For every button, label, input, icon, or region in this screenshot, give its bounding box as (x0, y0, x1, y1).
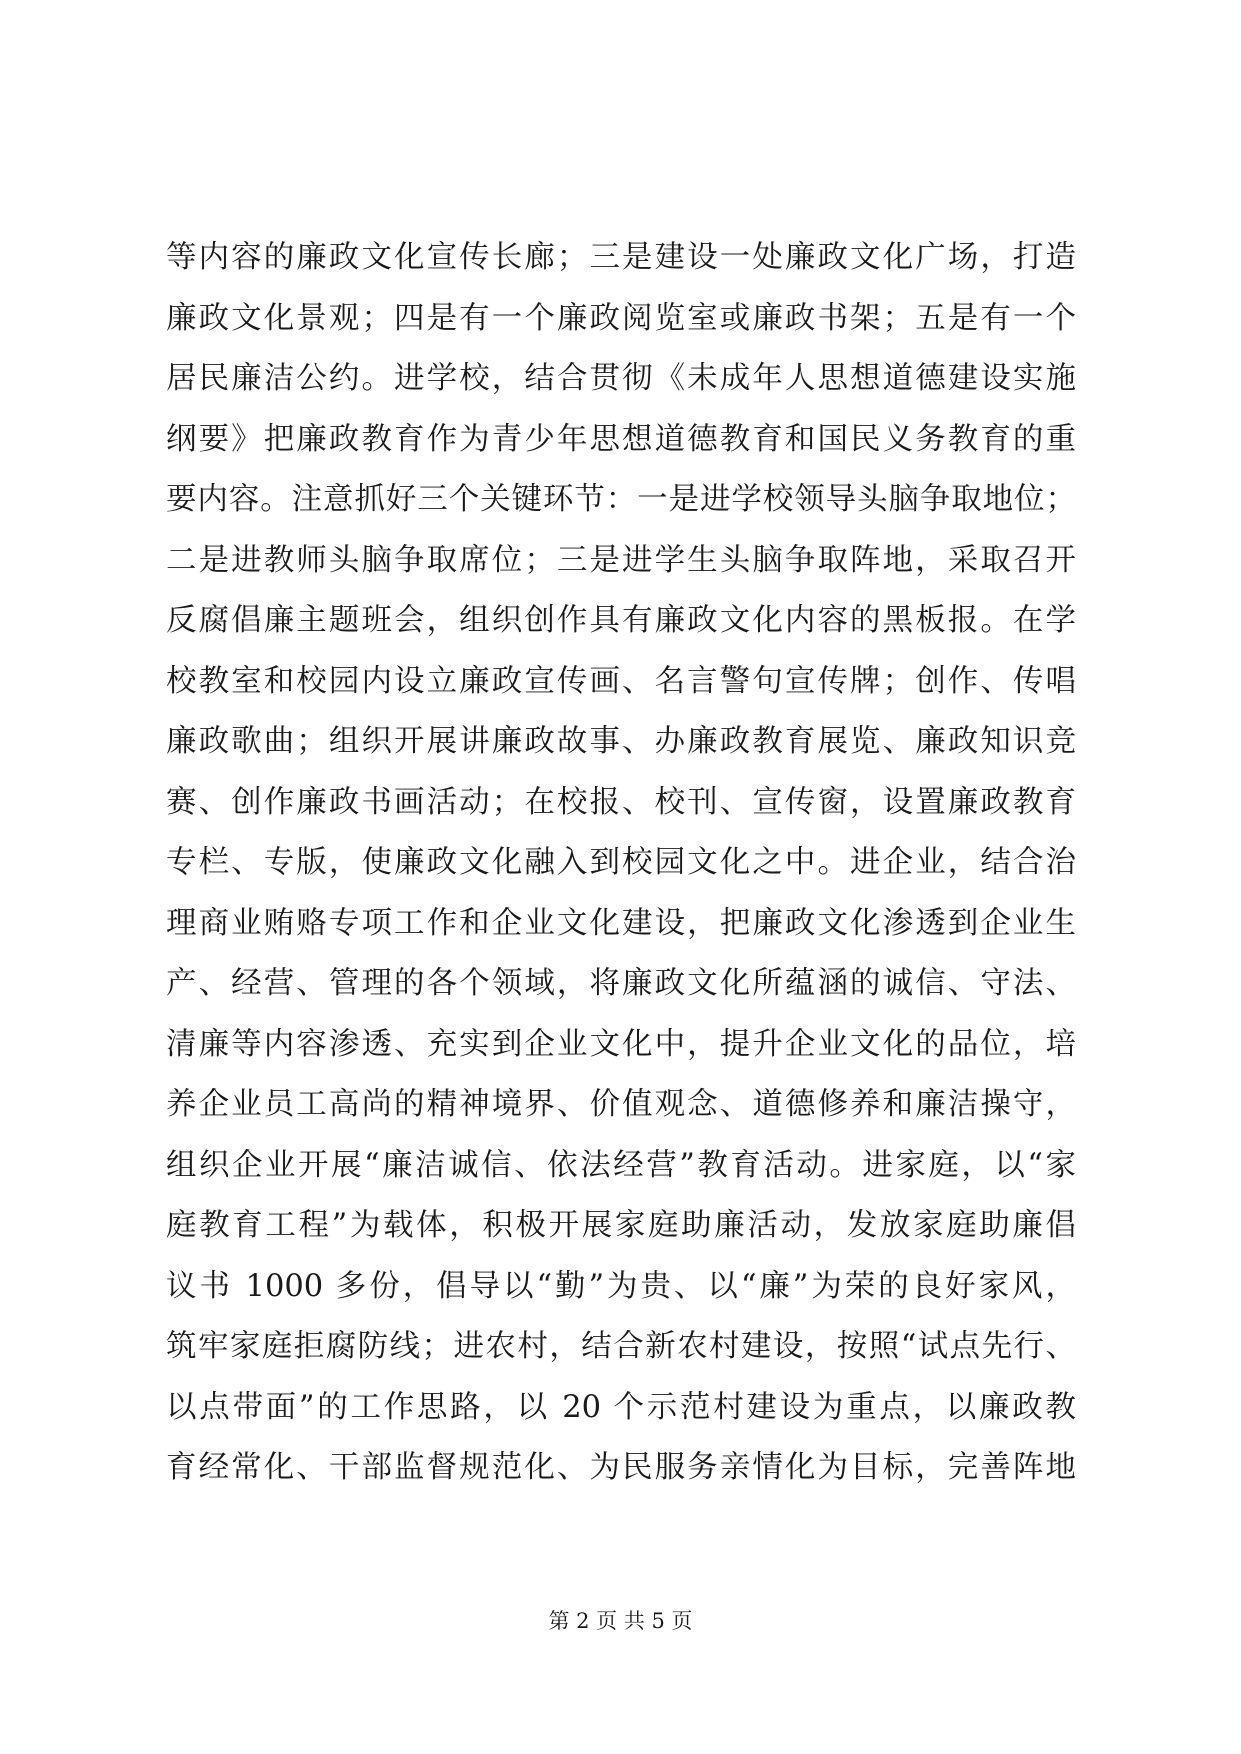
text-line: 廉政文化景观；四是有一个廉政阅览室或廉政书架；五是有一个 (166, 300, 1076, 336)
body-text (166, 228, 1076, 1499)
text-line: 育经常化、干部监督规范化、为民服务亲情化为目标，完善阵地 (166, 1450, 1076, 1485)
text-line: 议书 1000 多份，倡导以“勤”为贵、以“廉”为荣的良好家风， (166, 1268, 1076, 1304)
text-line: 纲要》把廉政教育作为青少年思想道德教育和国民义务教育的重 (166, 421, 1076, 457)
text-line: 二是进教师头脑争取席位；三是进学生头脑争取阵地，采取召开 (166, 542, 1076, 578)
text-line: 筑牢家庭拒腐防线；进农村，结合新农村建设，按照“试点先行、 (166, 1329, 1076, 1364)
text-line: 要内容。注意抓好三个关键环节：一是进学校领导头脑争取地位； (166, 482, 1076, 517)
text-line: 反腐倡廉主题班会，组织创作具有廉政文化内容的黑板报。在学 (166, 603, 1076, 638)
text-line: 清廉等内容渗透、充实到企业文化中，提升企业文化的品位，培 (166, 1026, 1076, 1062)
text-line: 居民廉洁公约。进学校，结合贯彻《未成年人思想道德建设实施 (166, 361, 1076, 396)
text-line: 庭教育工程”为载体，积极开展家庭助廉活动，发放家庭助廉倡 (166, 1208, 1076, 1243)
page-number-footer: 第 2 页 共 5 页 (548, 1609, 693, 1633)
text-line: 校教室和校园内设立廉政宣传画、名言警句宣传牌；创作、传唱 (166, 663, 1076, 699)
text-line: 专栏、专版，使廉政文化融入到校园文化之中。进企业，结合治 (166, 845, 1076, 880)
text-line: 产、经营、管理的各个领域，将廉政文化所蕴涵的诚信、守法、 (166, 966, 1076, 1001)
text-line: 以点带面”的工作思路，以 20 个示范村建设为重点，以廉政教 (166, 1389, 1076, 1425)
text-line: 组织企业开展“廉洁诚信、依法经营”教育活动。进家庭，以“家 (166, 1147, 1076, 1183)
text-line: 廉政歌曲；组织开展讲廉政故事、办廉政教育展览、廉政知识竞 (166, 724, 1076, 759)
text-line: 赛、创作廉政书画活动；在校报、校刊、宣传窗，设置廉政教育 (166, 784, 1076, 820)
text-line: 等内容的廉政文化宣传长廊；三是建设一处廉政文化广场，打造 (166, 240, 1076, 275)
text-line: 理商业贿赂专项工作和企业文化建设，把廉政文化渗透到企业生 (166, 905, 1076, 941)
text-line: 养企业员工高尚的精神境界、价值观念、道德修养和廉洁操守， (166, 1087, 1076, 1122)
